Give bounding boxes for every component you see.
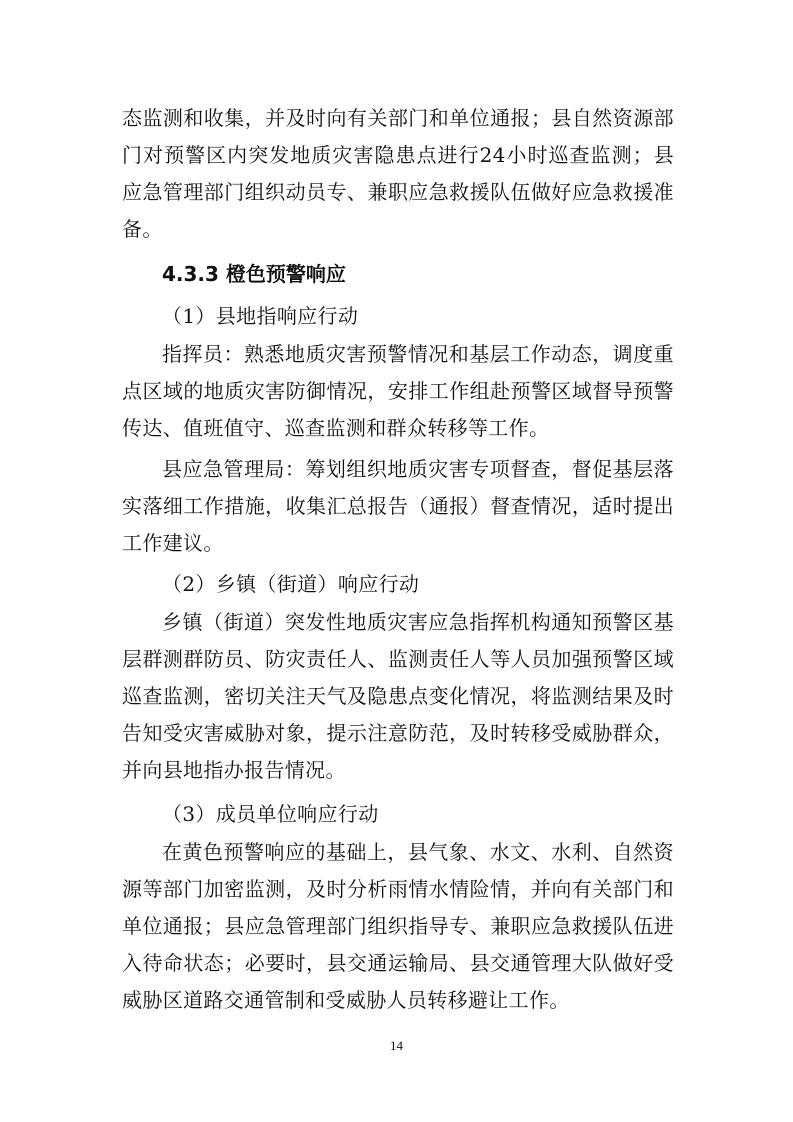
paragraph-emergency-bureau: 县应急管理局：筹划组织地质灾害专项督查，督促基层落实落细工作措施，收集汇总报告（通报）督查情况，适时提出工作建议。 bbox=[122, 457, 674, 555]
paragraph-continued: 态监测和收集，并及时向有关部门和单位通报；县自然资源部门对预警区内突发地质灾害隐患点进行24小时巡查监测；县应急管理部门组织动员专、兼职应急救援队伍做好应急救援准备。 bbox=[122, 106, 674, 241]
subsection-title-2: （2）乡镇（街道）响应行动 bbox=[162, 572, 420, 596]
subsection-title-3: （3）成员单位响应行动 bbox=[162, 802, 379, 826]
page-number: 14 bbox=[390, 1038, 403, 1053]
subsection-title-1: （1）县地指响应行动 bbox=[162, 304, 359, 328]
paragraph-township: 乡镇（街道）突发性地质灾害应急指挥机构通知预警区基层群测群防员、防灾责任人、监测责任人等人员加强预警区域巡查监测，密切关注天气及隐患点变化情况，将监测结果及时告知受灾害威胁对象，提示注意防范，及时转移受威胁群众，并向县地指办报告情况。 bbox=[122, 610, 674, 782]
paragraph-commander: 指挥员：熟悉地质灾害预警情况和基层工作动态，调度重点区域的地质灾害防御情况，安排工作组赴预警区域督导预警传达、值班值守、巡查监测和群众转移等工作。 bbox=[122, 342, 674, 440]
section-heading: 4.3.3 橙色预警响应 bbox=[162, 262, 346, 286]
paragraph-member-units: 在黄色预警响应的基础上，县气象、水文、水利、自然资源等部门加密监测，及时分析雨情水情险情，并向有关部门和单位通报；县应急管理部门组织指导专、兼职应急救援队伍进入待命状态；必要时，县交通运输局、县交通管理大队做好受威胁区道路交通管制和受威胁人员转移避让工作。 bbox=[122, 840, 674, 1012]
